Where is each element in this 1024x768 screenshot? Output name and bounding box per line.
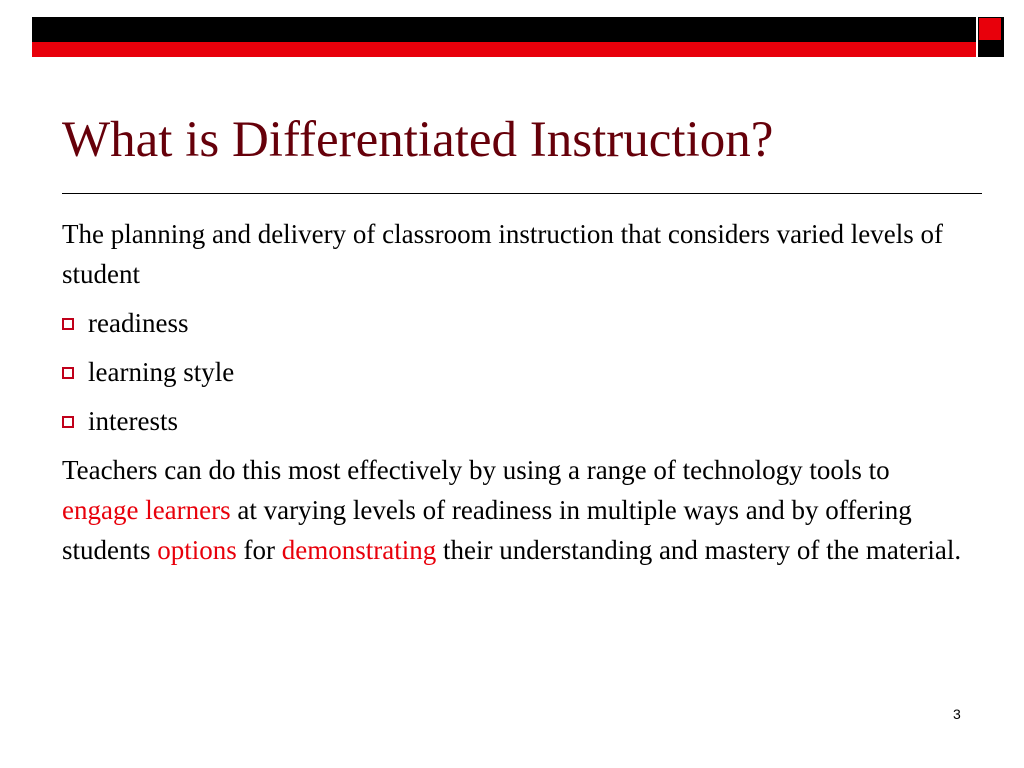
closing-text: Teachers can do this most effectively by using a range of technology tools to (62, 455, 890, 485)
bullet-item (62, 352, 967, 392)
corner-square-red (978, 17, 1002, 41)
hollow-square-bullet-icon (62, 367, 74, 379)
highlight-demonstrating: demonstrating (281, 535, 437, 565)
closing-text: for (236, 535, 282, 565)
highlight-options: options (157, 535, 237, 565)
bullet-text: learning style (88, 357, 235, 387)
closing-text: their understanding and mastery of the material. (436, 535, 962, 565)
page-number: 3 (953, 706, 961, 722)
closing-text: at varying levels of readiness in multiple ways and by offering students (62, 495, 912, 565)
bullet-text: interests (88, 406, 178, 436)
header-bar-black (32, 17, 976, 42)
bullet-item (62, 303, 967, 343)
intro-paragraph: The planning and delivery of classroom instruction that considers varied levels of student (62, 219, 944, 289)
title-divider (62, 193, 982, 194)
slide-title: What is Differentiated Instruction? (62, 112, 774, 168)
bullet-list (62, 303, 967, 441)
hollow-square-bullet-icon (62, 416, 74, 428)
header-bar-red (32, 42, 976, 57)
hollow-square-bullet-icon (62, 318, 74, 330)
highlight-engage-learners: engage learners (62, 495, 231, 525)
closing-paragraph (62, 450, 967, 570)
bullet-item (62, 401, 967, 441)
slide-body (62, 214, 967, 570)
bullet-text: readiness (88, 308, 189, 338)
